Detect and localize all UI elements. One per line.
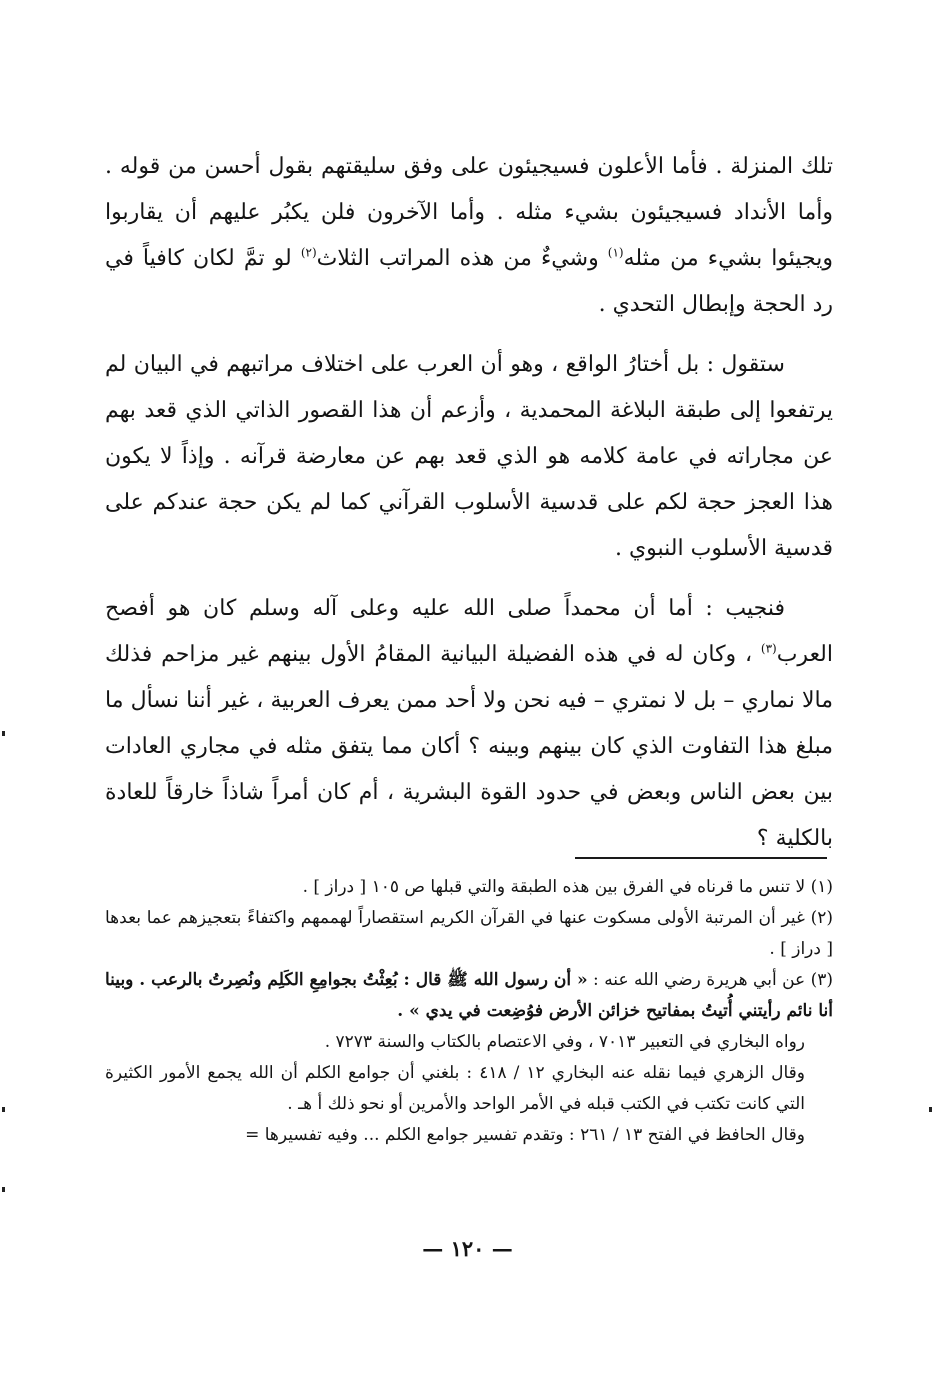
paragraph-3 xyxy=(105,586,833,862)
footnote-separator xyxy=(575,857,827,859)
footnote-1: (١) لا تنس ما قرناه في الفرق بين هذه الطبقة والتي قبلها ص ١٠٥ [ دراز ] . xyxy=(302,877,833,897)
page-number: — ١٢٠ — xyxy=(422,1236,513,1261)
paragraph-1-text-b: وشيءٌ من هذه المراتب الثلاث xyxy=(316,246,608,271)
footnote-3-riwaya: رواه البخاري في التعبير ٧٠١٣ ، وفي الاعتصام بالكتاب والسنة ٧٢٧٣ . xyxy=(324,1032,805,1052)
footnote-2: (٢) غير أن المرتبة الأولى مسكوت عنها في القرآن الكريم استقصاراً لهممهم واكتفاءً بتعجيزهم عما بعدها [ دراز ] . xyxy=(105,908,833,959)
footnote-ref-3[interactable]: (٣) xyxy=(760,641,777,656)
paragraph-2: ستقول : بل أختارُ الواقع ، وهو أن العرب على اختلاف مراتبهم في البيان لم يرتفعوا إلى طبقة البلاغة المحمدية ، وأزعم أن هذا القصور الذاتي الذي قعد بهم عن مجاراته في عامة كلامه هو الذي قعد بهم عن معارضة قرآنه . وإذاً لا يكون هذا العجز حجة لكم على قدسية الأسلوب القرآني كما لم يكن حجة عندكم على قدسية الأسلوب النبوي . xyxy=(105,352,833,561)
scan-edge-mark xyxy=(2,731,5,736)
footnote-ref-2[interactable]: (٢) xyxy=(300,245,317,260)
paragraph-3-text-a: فنجيب : أما أن محمداً صلى الله عليه وعلى آله وسلم كان هو أفصح العرب xyxy=(105,596,833,667)
footnotes-section xyxy=(105,872,833,1151)
footnote-3-zuhri: وقال الزهري فيما نقله عنه البخاري ١٢ / ٤١٨ : بلغني أن جوامع الكلم أن الله يجمع الأمور الكثيرة التي كانت تكتب في الكتب قبله في الأمر الواحد والأمرين أو نحو ذلك أ هـ . xyxy=(105,1063,805,1114)
main-text-body xyxy=(105,144,833,862)
footnote-3 xyxy=(105,965,833,1027)
paragraph-1 xyxy=(105,144,833,328)
footnote-ref-1[interactable]: (١) xyxy=(607,245,624,260)
footnote-3-hadith: « أن رسول الله ﷺ قال : بُعِثْتُ بجوامِعِ الكَلِم ونُصِرتُ بالرعب . وبينا أنا نائم رأيتني أُتيتُ بمفاتيح خزائن الأرض فوُضِعت في يدي » . xyxy=(105,970,833,1021)
paragraph-1-text-a: تلك المنزلة . فأما الأعلون فسيجيئون على وفق سليقتهم بقول أحسن من قوله . وأما الأنداد فسيجيئون بشيء مثله . وأما الآخرون فلن يكبُر عليهم أن يقاربوا ويجيئوا بشيء من مثله xyxy=(105,154,833,271)
scan-edge-mark xyxy=(2,1187,5,1192)
scan-edge-mark xyxy=(2,1107,5,1112)
scan-edge-mark xyxy=(929,1107,932,1112)
paragraph-1-text-c: لو تمَّ لكان كافياً في رد الحجة وإبطال التحدي . xyxy=(105,246,833,317)
paragraph-3-text-b: ، وكان له في هذه الفضيلة البيانية المقامُ الأول بينهم غير مزاحم فذلك مالا نماري – بل لا نمتري – فيه نحن ولا أحد ممن يعرف العربية ، غير أننا نسأل ما مبلغ هذا التفاوت الذي كان بينهم وبينه ؟ أكان مما يتفق مثله في مجاري العادات بين بعض الناس وبعض في حدود القوة البشرية ، أم كان أمراً شاذاً خارقاً للعادة بالكلية ؟ xyxy=(105,642,833,851)
footnote-3-intro: (٣) عن أبي هريرة رضي الله عنه : xyxy=(587,970,834,990)
footnote-3-hafiz: وقال الحافظ في الفتح ١٣ / ٢٦١ : وتقدم تفسير جوامع الكلم ... وفيه تفسيرها = xyxy=(245,1125,805,1145)
